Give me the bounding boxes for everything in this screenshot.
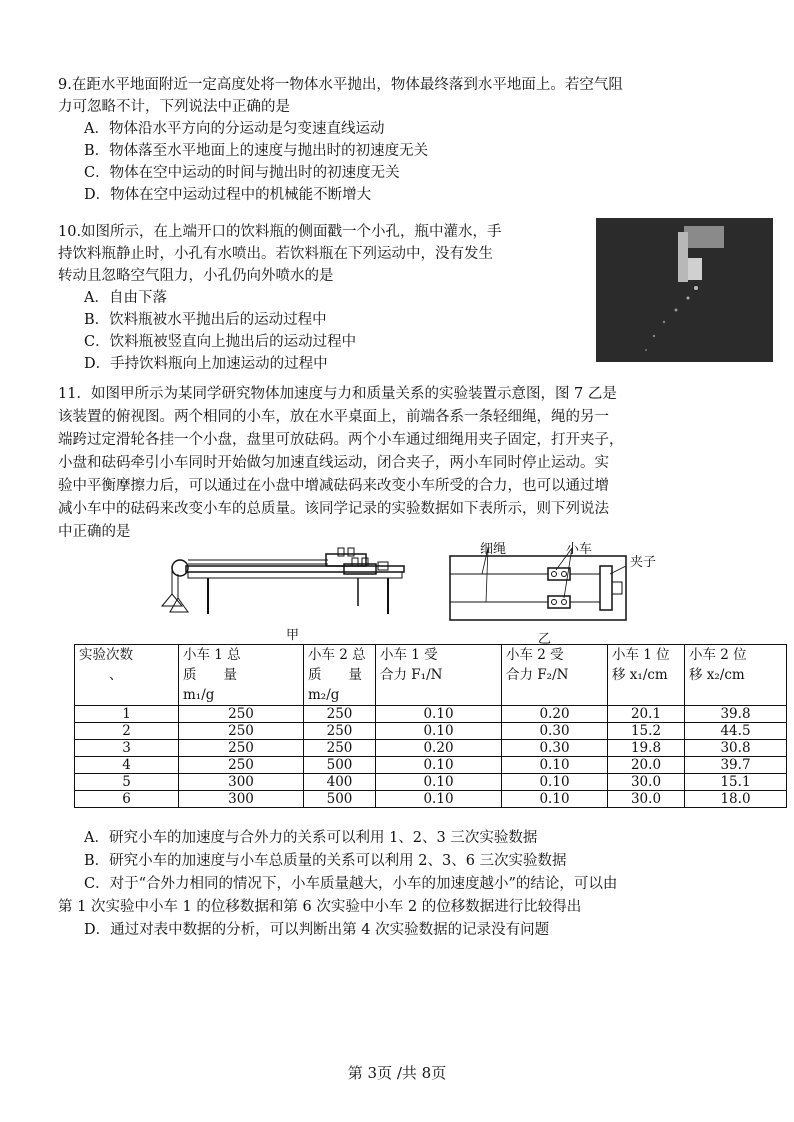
q11-stem-line3: 端跨过定滑轮各挂一个小盘，盘里可放砝码。两个小车通过细绳用夹子固定，打开夹子， [58, 432, 624, 448]
label-clip: 夹子 [630, 555, 657, 570]
figure-jia-apparatus [148, 546, 410, 622]
table-header-cell [179, 645, 304, 706]
table-cell: 250 [179, 706, 304, 723]
table-header-cell [685, 645, 787, 706]
q11-stem-line1: 11．如图甲所示为某同学研究物体加速度与力和质量关系的实验装置示意图，图 7 乙是 [58, 386, 617, 402]
table-header-line: 、 [109, 667, 123, 683]
q11-stem-line5: 验中平衡摩擦力后，可以通过在小盘中增减砝码来改变小车所受的合力，也可以通过增 [58, 478, 609, 494]
q11-option-b: B．研究小车的加速度与小车总质量的关系可以利用 2、3、6 三次实验数据 [84, 853, 567, 869]
q11-stem-line6: 减小车中的砝码来改变小车的总质量。该同学记录的实验数据如下表所示，则下列说法 [58, 501, 609, 517]
table-cell: 18.0 [685, 791, 787, 808]
q11-stem-line4: 小盘和砝码牵引小车同时开始做匀加速直线运动，闭合夹子，两小车同时停止运动。实 [58, 455, 609, 471]
table-cell: 15.2 [608, 723, 685, 740]
table-header-line: 实验次数 [79, 647, 133, 663]
q10-option-b: B．饮料瓶被水平抛出后的运动过程中 [84, 312, 327, 328]
table-body [75, 706, 787, 808]
q10-stem-line3: 转动且忽略空气阻力，小孔仍向外喷水的是 [58, 268, 334, 284]
table-cell: 250 [304, 706, 376, 723]
table-cell: 39.8 [685, 706, 787, 723]
table-header-line: 合力 F₁/N [380, 667, 443, 683]
table-cell: 250 [179, 740, 304, 757]
table-header-line: 小车 1 位 [612, 647, 670, 663]
q10-stem-line2: 持饮料瓶静止时，小孔有水喷出。若饮料瓶在下列运动中，没有发生 [58, 246, 493, 262]
table-header-line: 小车 1 总 [183, 647, 241, 663]
table-cell: 0.20 [376, 740, 502, 757]
label-car: 小车 [566, 542, 593, 557]
q9-option-d: D．物体在空中运动过程中的机械能不断增大 [84, 187, 372, 203]
table-header-line: m₁/g [183, 687, 215, 703]
table-cell: 6 [75, 791, 179, 808]
table-header-row [75, 645, 787, 706]
table-cell: 250 [179, 757, 304, 774]
table-cell: 500 [304, 791, 376, 808]
table-cell: 30.0 [608, 791, 685, 808]
table-cell: 4 [75, 757, 179, 774]
table-header-cell [608, 645, 685, 706]
q11-stem-line2: 该装置的俯视图。两个相同的小车，放在水平桌面上，前端各系一条轻细绳，绳的另一 [58, 409, 609, 425]
table-cell: 0.10 [376, 757, 502, 774]
table-cell: 0.10 [502, 774, 608, 791]
q9-option-c: C．物体在空中运动的时间与抛出时的初速度无关 [84, 165, 400, 181]
q11-option-c-line2: 第 1 次实验中小车 1 的位移数据和第 6 次实验中小车 2 的位移数据进行比较得出 [58, 899, 582, 915]
q9-option-b: B．物体落至水平地面上的速度与抛出时的初速度无关 [84, 143, 429, 159]
table-cell: 250 [304, 723, 376, 740]
page-footer: 第 3页 /共 8页 [347, 1064, 447, 1082]
table-row [75, 774, 787, 791]
table-cell: 3 [75, 740, 179, 757]
q11-stem-line7: 中正确的是 [58, 524, 131, 540]
table-header-line: 小车 2 总 [308, 647, 366, 663]
q9-stem-line2: 力可忽略不计，下列说法中正确的是 [58, 99, 290, 115]
q11-option-d: D．通过对表中数据的分析，可以判断出第 4 次实验数据的记录没有问题 [84, 922, 550, 938]
table-cell: 0.10 [376, 791, 502, 808]
table-cell: 400 [304, 774, 376, 791]
table-cell: 0.10 [376, 774, 502, 791]
q10-option-a: A．自由下落 [84, 290, 167, 306]
table-cell: 0.10 [376, 723, 502, 740]
table-header-line: m₂/g [308, 687, 340, 703]
q10-option-c: C．饮料瓶被竖直向上抛出后的运动过程中 [84, 334, 357, 350]
table-cell: 1 [75, 706, 179, 723]
table-header-line: 质 量 [308, 667, 362, 683]
table-cell: 0.30 [502, 740, 608, 757]
table-cell: 20.1 [608, 706, 685, 723]
experiment-table [74, 644, 787, 808]
table-cell: 30.0 [608, 774, 685, 791]
q10-option-d: D．手持饮料瓶向上加速运动的过程中 [84, 356, 328, 372]
table-row [75, 791, 787, 808]
table-header-line: 小车 2 位 [689, 647, 747, 663]
table-cell: 0.30 [502, 723, 608, 740]
table-header-line: 小车 2 受 [506, 647, 564, 663]
table-header-cell [502, 645, 608, 706]
table-cell: 15.1 [685, 774, 787, 791]
table-cell: 39.7 [685, 757, 787, 774]
table-cell: 19.8 [608, 740, 685, 757]
q11-option-c-line1: C．对于“合外力相同的情况下，小车质量越大，小车的加速度越小”的结论，可以由 [84, 876, 618, 892]
table-cell: 0.10 [502, 757, 608, 774]
table-row [75, 706, 787, 723]
q11-option-a: A．研究小车的加速度与合外力的关系可以利用 1、2、3 三次实验数据 [84, 830, 538, 846]
table-cell: 300 [179, 791, 304, 808]
bottle-photo [596, 218, 773, 362]
table-header-line: 小车 1 受 [380, 647, 438, 663]
table-cell: 0.10 [502, 791, 608, 808]
table-cell: 0.10 [376, 706, 502, 723]
table-row [75, 740, 787, 757]
label-rope: 细绳 [480, 542, 507, 557]
q9-stem-line1: 9.在距水平地面附近一定高度处将一物体水平抛出，物体最终落到水平地面上。若空气阻 [58, 77, 623, 93]
table-cell: 5 [75, 774, 179, 791]
table-header-line: 移 x₂/cm [689, 667, 745, 683]
table-row [75, 723, 787, 740]
table-cell: 500 [304, 757, 376, 774]
table-header-cell [75, 645, 179, 706]
q10-stem-line1: 10.如图所示，在上端开口的饮料瓶的侧面戳一个小孔，瓶中灌水，手 [58, 224, 502, 240]
bottle-photo-drawing [596, 218, 773, 362]
table-header-cell [376, 645, 502, 706]
table-cell: 30.8 [685, 740, 787, 757]
table-row [75, 757, 787, 774]
figure-yi-caption: 乙 [538, 632, 552, 647]
table-cell: 300 [179, 774, 304, 791]
table-cell: 44.5 [685, 723, 787, 740]
table-cell: 250 [304, 740, 376, 757]
table-cell: 2 [75, 723, 179, 740]
table-cell: 250 [179, 723, 304, 740]
table-header-line: 合力 F₂/N [506, 667, 569, 683]
table-header-cell [304, 645, 376, 706]
figure-jia-caption: 甲 [286, 628, 300, 643]
q9-option-a: A．物体沿水平方向的分运动是匀变速直线运动 [84, 121, 385, 137]
table-header-line: 移 x₁/cm [612, 667, 668, 683]
figure-yi-topview [448, 544, 648, 624]
table-cell: 20.0 [608, 757, 685, 774]
table-cell: 0.20 [502, 706, 608, 723]
table-header-line: 质 量 [183, 667, 237, 683]
